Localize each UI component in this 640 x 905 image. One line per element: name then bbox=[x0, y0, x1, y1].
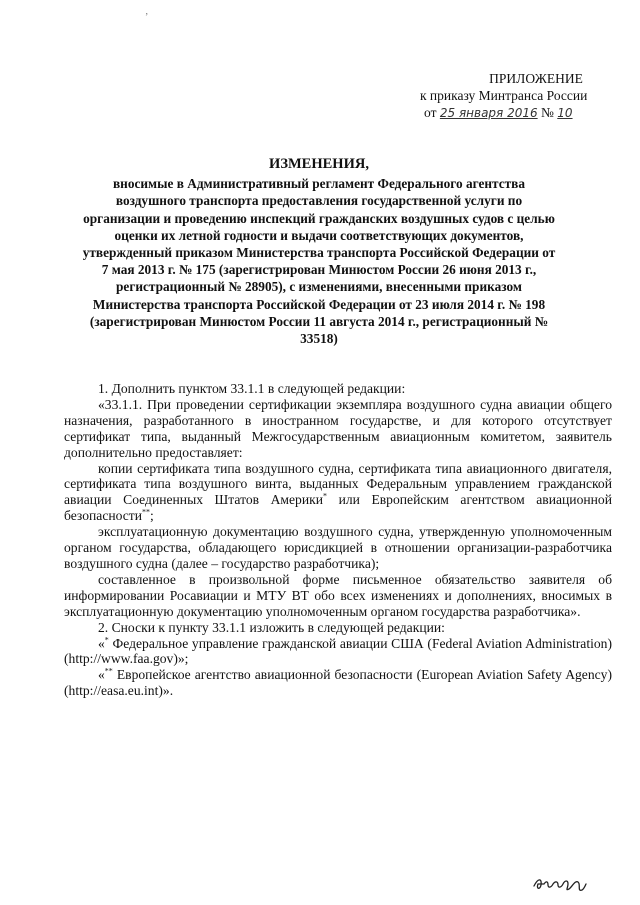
document-title: ИЗМЕНЕНИЯ, bbox=[269, 156, 369, 172]
document-body bbox=[64, 381, 612, 699]
signature-icon bbox=[532, 872, 588, 894]
paragraph-3-mid: или Европейским агентством авиационной безопасности bbox=[64, 492, 613, 524]
paragraph-3-text: копии сертификата типа воздушного судна, сертификата типа авиационного двигателя, сертификата типа воздушного винта, выданных Федеральным управлением гражданской авиации Соединенных Штатов Америки bbox=[64, 460, 612, 508]
footnote-2-mark: ** bbox=[104, 666, 113, 676]
paragraph-6: 2. Сноски к пункту 33.1.1 изложить в следующей редакции: bbox=[98, 619, 445, 635]
handwritten-date: 25 января 2016 bbox=[439, 106, 538, 120]
footnote-2-text: Европейское агентство авиационной безопасности (European Aviation Safety Agency) (http://easa.eu.int)». bbox=[64, 667, 612, 699]
paragraph-2: «33.1.1. При проведении сертификации экземпляра воздушного судна авиации общего назначения, разработанного в иностранном государстве, и для которого отсутствует сертификат типа, выданный Межгосударственным авиационным комитетом, заявитель дополнительно предоставляет: bbox=[64, 396, 612, 460]
document-subtitle: вносимые в Административный регламент Федерального агентства воздушного транспорта предоставления государственной услуги по организации и проведению инспекций гражданских воздушных судов с целью оценки их летной годности и выдачи соответствующих документов, утвержденный приказом Министерства транспорта Российской Федерации от 7 мая 2013 г. № 175 (зарегистрирован Минюстом России 26 июня 2013 г., регистрационный № 28905), с изменениями, внесенными приказом Министерства транспорта Российской Федерации от 23 июля 2014 г. № 198 (зарегистрирован Минюстом России 11 августа 2014 г., регистрационный № 33518) bbox=[82, 176, 556, 347]
appendix-date-line bbox=[412, 104, 622, 122]
pen-mark-icon: ʼ bbox=[145, 12, 149, 23]
paragraph-3-end: ; bbox=[150, 508, 154, 524]
number-label: № bbox=[541, 105, 554, 120]
footnote-1 bbox=[64, 636, 612, 668]
footnote-2-open: « bbox=[98, 667, 105, 683]
footnote-2 bbox=[64, 667, 612, 699]
appendix-header bbox=[412, 70, 622, 122]
footnote-1-text: Федеральное управление гражданской авиации США (Federal Aviation Administration) (http://www.faa.gov)»; bbox=[64, 635, 612, 667]
document-title-block bbox=[78, 156, 560, 347]
footnote-1-open: « bbox=[98, 635, 105, 651]
appendix-title: ПРИЛОЖЕНИЕ bbox=[489, 71, 583, 86]
handwritten-number: 10 bbox=[557, 106, 573, 120]
paragraph-5: составленное в произвольной форме письменное обязательство заявителя об информировании Росавиации и МТУ ВТ обо всех изменениях и дополнениях, вносимых в эксплуатационную документацию уполномоченным органом государства разработчика». bbox=[64, 571, 612, 619]
footnote-1-mark: * bbox=[104, 634, 109, 644]
from-label: от bbox=[424, 105, 437, 120]
paragraph-4: эксплуатационную документацию воздушного судна, утвержденную уполномоченным органом государства, обладающего юрисдикцией в отношении организации-разработчика воздушного судна (далее – государство разработчика); bbox=[64, 524, 612, 571]
paragraph-3 bbox=[64, 461, 612, 525]
footnote-mark-1: * bbox=[323, 491, 328, 501]
footnote-mark-2: ** bbox=[142, 507, 151, 517]
paragraph-1: 1. Дополнить пунктом 33.1.1 в следующей редакции: bbox=[98, 381, 406, 396]
appendix-subtitle: к приказу Минтранса России bbox=[420, 88, 588, 103]
